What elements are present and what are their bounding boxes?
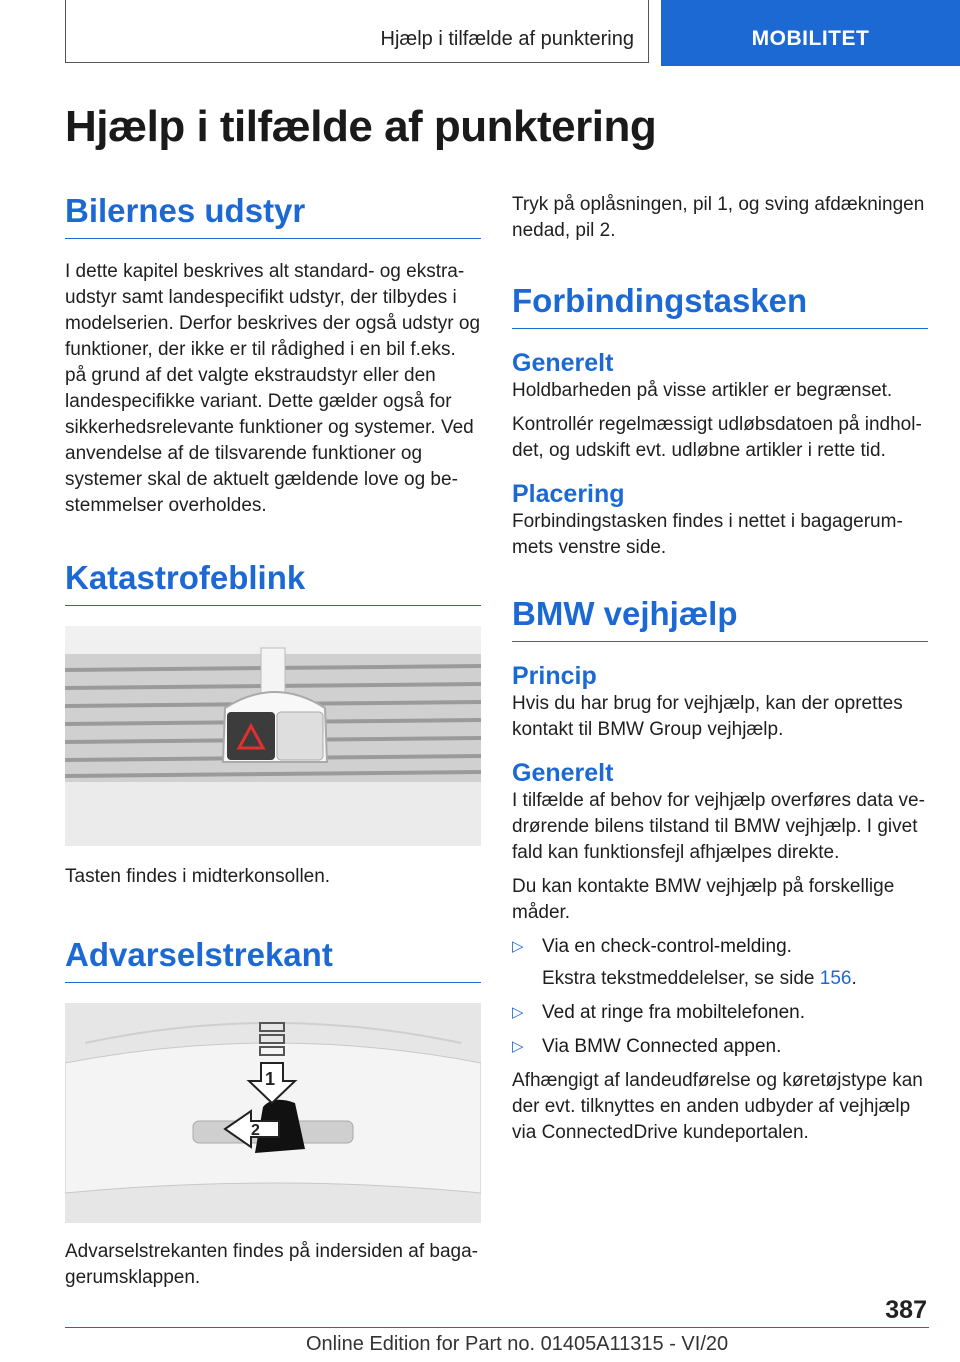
page-header — [0, 0, 960, 66]
subheading-generelt-2: Generelt — [512, 759, 614, 787]
paragraph-holdbarhed: Holdbarheden på visse artikler er begrænset. — [512, 380, 893, 401]
paragraph-data-overfoeres: I tilfælde af behov for vejhjælp overføres data vedrørende bilens tilstand til BMW vejhjælp. I givet fald kan funktionsfejl afhjælpes direkte. — [512, 790, 925, 863]
arrow-label-1: 1 — [265, 1069, 276, 1089]
list-item — [512, 934, 928, 960]
list-item — [512, 1034, 928, 1060]
caption-warning-triangle: Advarselstrekanten findes på indersiden af bagagerumsklappen. — [65, 1241, 478, 1288]
paragraph-intro: Tryk på oplåsningen, pil 1, og sving afdækningen nedad, pil 2. — [512, 194, 925, 241]
list-item-text: Ved at ringe fra mobiltelefonen. — [542, 1002, 806, 1023]
footer-edition: Online Edition for Part no. 01405A11315 - VI/20 — [306, 1333, 729, 1355]
left-column — [65, 192, 481, 1291]
heading-forbindingstasken: Forbindingstasken — [512, 282, 928, 329]
list-item-subtext: Ekstra tekstmeddelelser, se side 156. — [542, 968, 857, 989]
page-link-156[interactable]: 156 — [819, 968, 852, 989]
paragraph-connecteddrive: Afhængigt af landeudførelse og køretøjstype kan der evt. tilknyttes en anden udbyder af vejhjælp via ConnectedDrive kundeportalen. — [512, 1070, 923, 1143]
header-box — [65, 0, 649, 63]
subheading-princip: Princip — [512, 662, 597, 690]
caption-hazard-button: Tasten findes i midterkonsollen. — [65, 866, 331, 887]
page-title: Hjælp i tilfælde af punktering — [65, 102, 657, 151]
list-item-text: Via en check-control-melding. — [542, 936, 792, 957]
list-item — [512, 1000, 928, 1026]
paragraph-kontroller: Kontrollér regelmæssigt udløbsdatoen på indholdet, og udskift evt. udløbne artikler i rette tid. — [512, 414, 922, 461]
footer-divider — [65, 1327, 929, 1328]
triangle-bullet-icon: ▷ — [512, 938, 524, 955]
paragraph-udstyr: I dette kapitel beskrives alt standard- og ekstraudstyr samt landespecifikt udstyr, der tilbydes i modelserien. Derfor beskrives der også udstyr og funktioner, der ikke er til rådighed i en bil f.eks. på grund af det valgte ekstraudstyr eller den landespecifikke variant. Dette gælder også for sikkerhedsrelevante funktioner og systemer. Ved anvendelse af de tilsvarende funktioner og systemer skal de aktuelt gældende love og bestemmelser overholdes. — [65, 261, 481, 516]
paragraph-kontakt-maader: Du kan kontakte BMW vejhjælp på forskellige måder. — [512, 876, 895, 923]
subheading-placering: Placering — [512, 480, 625, 508]
page-number: 387 — [885, 1296, 927, 1324]
triangle-bullet-icon: ▷ — [512, 1038, 524, 1055]
heading-bilernes-udstyr: Bilernes udstyr — [65, 192, 481, 239]
subheading-generelt-1: Generelt — [512, 349, 614, 377]
list-item-text: Via BMW Connected appen. — [542, 1036, 782, 1057]
heading-bmw-vejhjaelp: BMW vejhjælp — [512, 595, 928, 642]
paragraph-princip: Hvis du har brug for vejhjælp, kan der oprettes kontakt til BMW Group vejhjælp. — [512, 693, 903, 740]
arrow-label-2: 2 — [251, 1122, 260, 1139]
figure-hazard-button — [65, 626, 481, 846]
paragraph-placering: Forbindingstasken findes i nettet i bagagerummets venstre side. — [512, 511, 903, 558]
right-column — [512, 192, 928, 1146]
header-title: Hjælp i tilfælde af punktering — [380, 28, 634, 50]
figure-warning-triangle — [65, 1003, 481, 1223]
section-tab: MOBILITET — [661, 0, 960, 66]
heading-advarselstrekant: Advarselstrekant — [65, 936, 481, 983]
heading-katastrofeblink: Katastrofeblink — [65, 559, 481, 606]
triangle-bullet-icon: ▷ — [512, 1004, 524, 1021]
